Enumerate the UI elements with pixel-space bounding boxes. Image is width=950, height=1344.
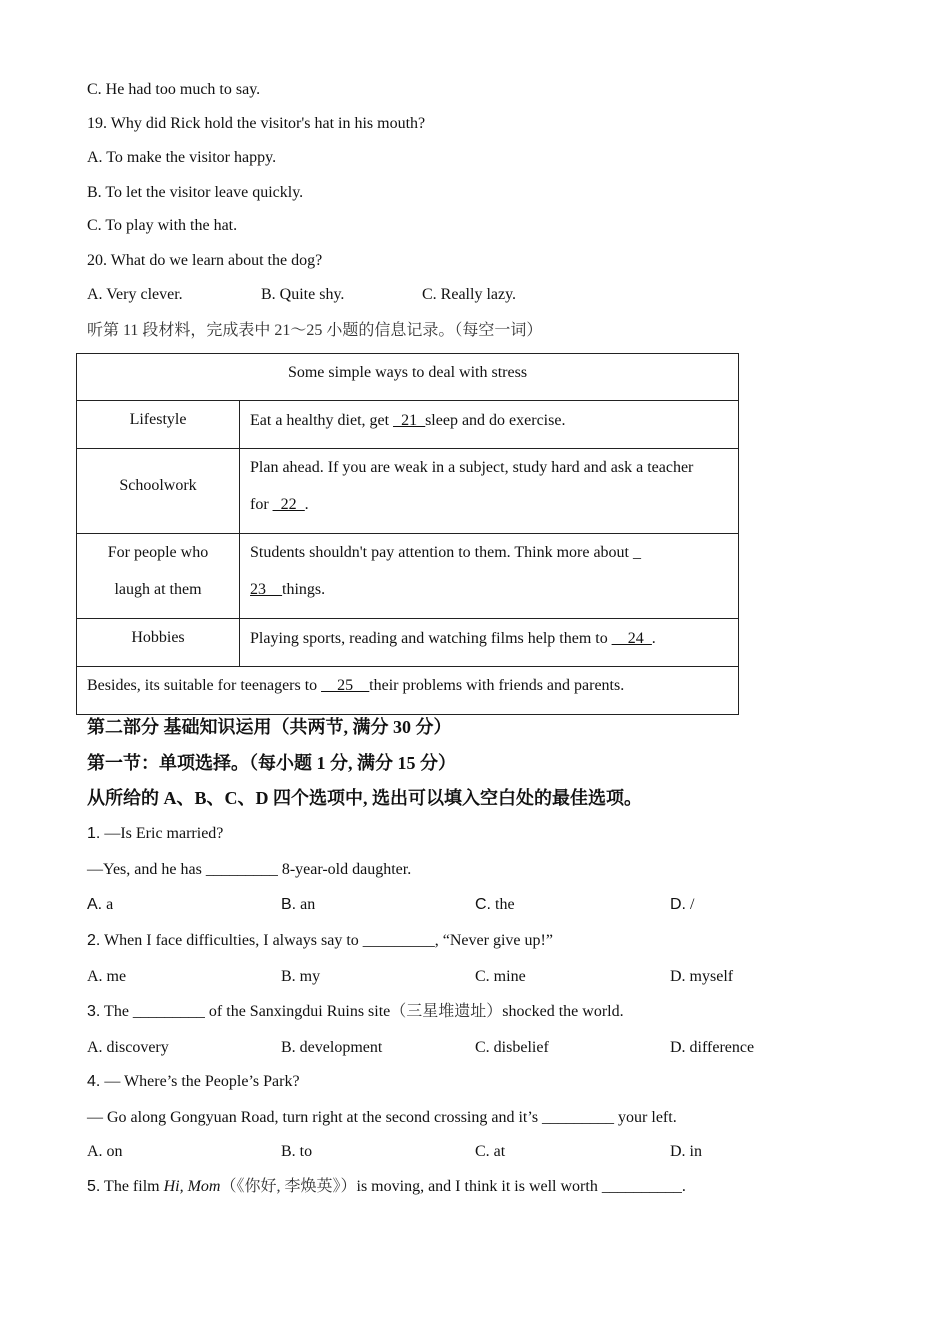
table-title: Some simple ways to deal with stress [77, 354, 739, 401]
row-content-hobbies: Playing sports, reading and watching films help them to __24_. [240, 619, 739, 667]
q3-option-d: D. difference [670, 1039, 755, 1056]
blank-24: __24_ [611, 630, 652, 647]
q4-option-b: B. to [281, 1143, 313, 1160]
q3-option-c: C. disbelief [475, 1039, 549, 1056]
q3-option-a: A. discovery [87, 1039, 169, 1056]
q19-option-b: B. To let the visitor leave quickly. [87, 184, 304, 201]
q19-option-a: A. To make the visitor happy. [87, 149, 277, 166]
q20-option-a: A. Very clever. [87, 286, 183, 303]
q1-option-c: C. the [475, 896, 515, 913]
table-footer: Besides, its suitable for teenagers to __25__their problems with friends and parents. [77, 667, 739, 715]
row-content-lifestyle: Eat a healthy diet, get _21_sleep and do exercise. [240, 401, 739, 449]
blank-25: __25__ [321, 677, 370, 694]
row-content-schoolwork: Plan ahead. If you are weak in a subject, study hard and ask a teacher for _22_. [240, 449, 739, 534]
section1-heading: 第一节：单项选择。（每小题 1 分, 满分 15 分） [87, 753, 456, 773]
blank-23: 23__ [250, 581, 282, 598]
q2-option-b: B. my [281, 968, 321, 985]
q1-option-b: B. an [281, 896, 316, 913]
row-label-people-who-laugh: For people who laugh at them [77, 534, 240, 619]
part2-heading: 第二部分 基础知识运用（共两节, 满分 30 分） [87, 717, 452, 737]
q5-stem: 5. The film Hi, Mom（《你好, 李焕英》）is moving, and I think it is well worth __________. [87, 1178, 686, 1195]
row-label-hobbies: Hobbies [77, 619, 240, 667]
row-content-people-who-laugh: Students shouldn't pay attention to them. Think more about _ 23__things. [240, 534, 739, 619]
q3-stem: 3. The _________ of the Sanxingdui Ruins site（三星堆遗址）shocked the world. [87, 1003, 624, 1020]
section1-instruction: 从所给的 A、B、C、D 四个选项中, 选出可以填入空白处的最佳选项。 [87, 788, 643, 808]
q2-option-d: D. myself [670, 968, 734, 985]
q1-option-d: D. / [670, 896, 695, 913]
q2-option-a: A. me [87, 968, 127, 985]
q2-option-c: C. mine [475, 968, 526, 985]
q20-option-b: B. Quite shy. [261, 286, 345, 303]
q1-option-a: A. a [87, 896, 114, 913]
q1-stem-2: —Yes, and he has _________ 8-year-old daughter. [87, 861, 412, 878]
q3-option-b: B. development [281, 1039, 383, 1056]
stress-table [76, 353, 739, 715]
section11-instruction: 听第 11 段材料，完成表中 21～25 小题的信息记录。（每空一词） [87, 322, 543, 339]
blank-22: _22_ [272, 496, 305, 513]
blank-21: _21_ [393, 412, 426, 429]
q20-stem: 20. What do we learn about the dog? [87, 252, 323, 269]
q18-option-c: C. He had too much to say. [87, 81, 261, 98]
q2-stem: 2. When I face difficulties, I always say to _________, “Never give up!” [87, 932, 553, 949]
q19-stem: 19. Why did Rick hold the visitor's hat in his mouth? [87, 115, 426, 132]
q4-stem: 4. — Where’s the People’s Park? [87, 1073, 300, 1090]
q4-stem-2: — Go along Gongyuan Road, turn right at the second crossing and it’s _________ your left. [87, 1109, 677, 1126]
q20-option-c: C. Really lazy. [422, 286, 517, 303]
q4-option-a: A. on [87, 1143, 123, 1160]
q4-option-c: C. at [475, 1143, 506, 1160]
row-label-schoolwork: Schoolwork [77, 449, 240, 534]
q1-stem: 1. —Is Eric married? [87, 825, 224, 842]
q19-option-c: C. To play with the hat. [87, 217, 238, 234]
q4-option-d: D. in [670, 1143, 702, 1160]
row-label-lifestyle: Lifestyle [77, 401, 240, 449]
